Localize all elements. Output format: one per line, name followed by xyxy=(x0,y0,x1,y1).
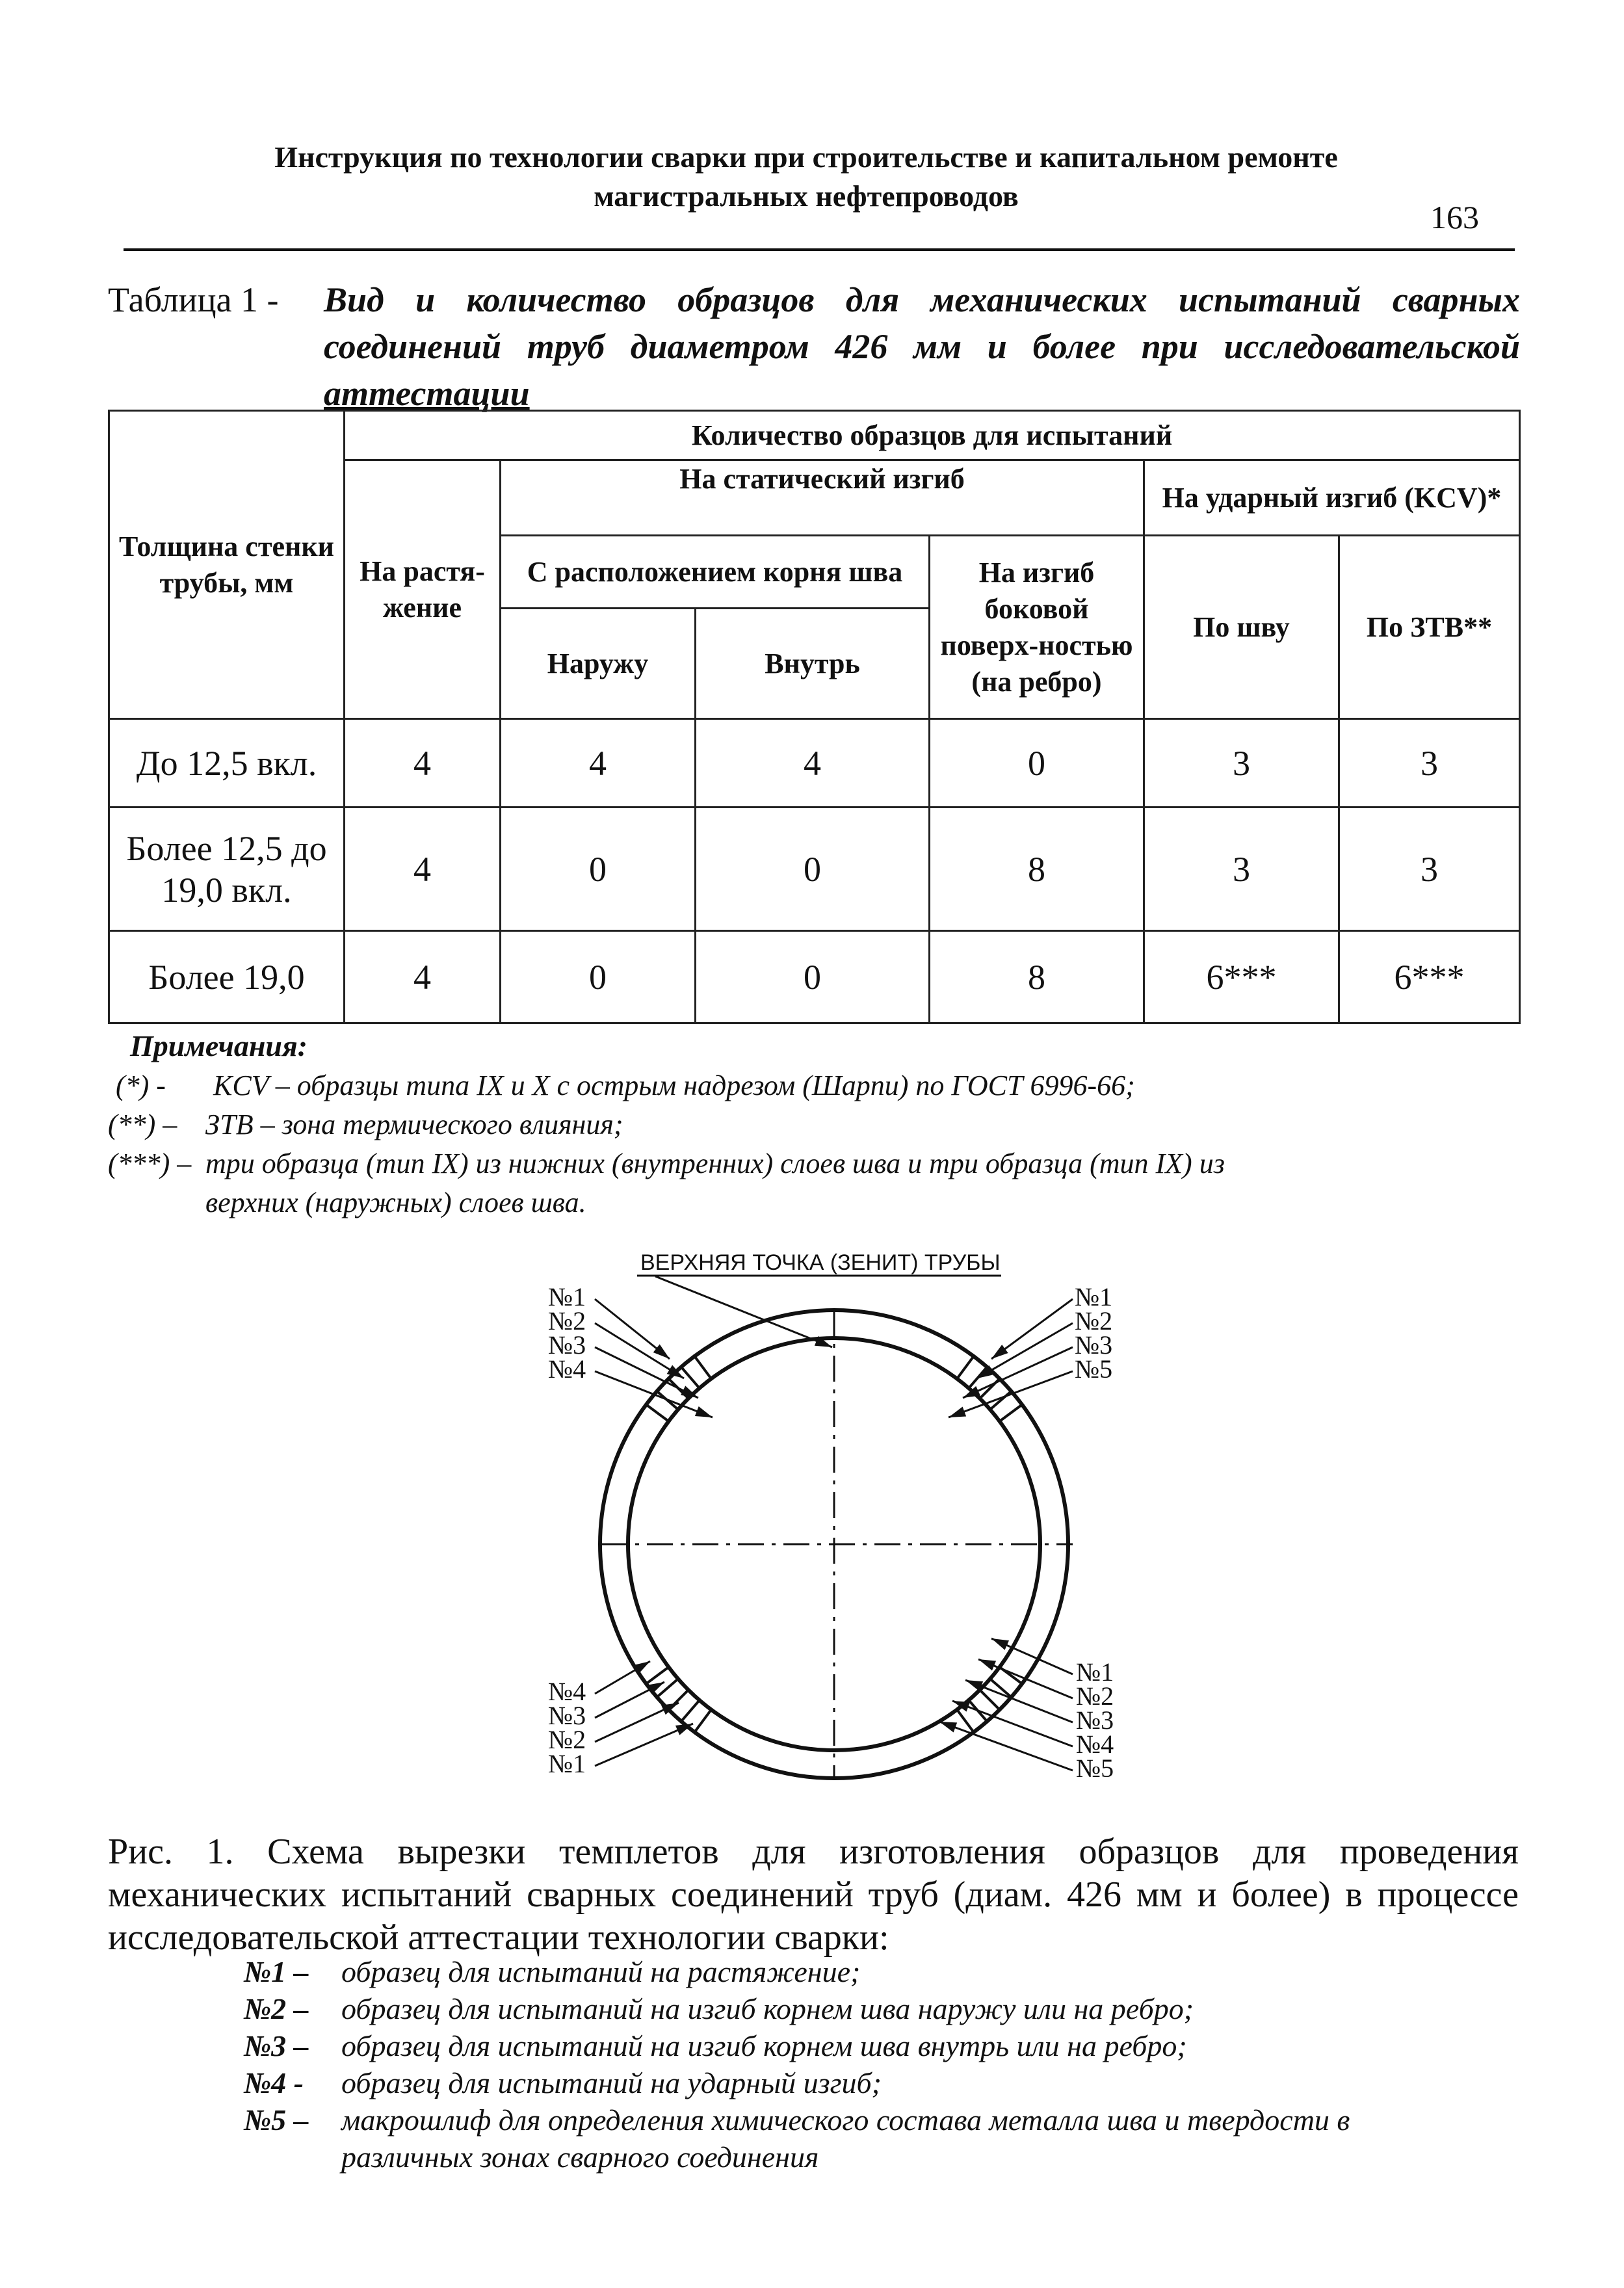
arrow-head xyxy=(991,1638,1009,1650)
header-root-group: С расположением корня шва xyxy=(501,536,930,609)
legend-key: №4 - xyxy=(244,2066,304,2099)
table-caption-lead: Таблица 1 - xyxy=(108,280,279,319)
cell-side: 8 xyxy=(930,931,1144,1023)
table-caption-line-3: аттестации xyxy=(324,374,530,413)
cell-thickness: Более 12,5 до 19,0 вкл. xyxy=(109,808,345,931)
figure-caption: Рис. 1. Схема вырезки темплетов для изготовления образцов для проведения механических испытаний сварных соединений труб (диам. 426 мм и более) в процессе исследовательской аттестации технологии сварки: xyxy=(108,1832,1519,1958)
arrow-head xyxy=(978,1659,996,1670)
cell-in: 0 xyxy=(696,808,930,931)
zenith-label: ВЕРХНЯЯ ТОЧКА (ЗЕНИТ) ТРУБЫ xyxy=(640,1250,1001,1275)
cell-out: 0 xyxy=(501,931,696,1023)
legend-text: образец для испытаний на растяжение; xyxy=(341,1955,861,1988)
header-haz: По ЗТВ** xyxy=(1339,536,1520,719)
specimen-label: №4 xyxy=(1076,1729,1114,1759)
cell-tension: 4 xyxy=(345,931,501,1023)
legend-text: образец для испытаний на ударный изгиб; xyxy=(341,2066,882,2099)
header-seam: По шву xyxy=(1144,536,1339,719)
arrow-head xyxy=(633,1661,650,1674)
specimen-separator xyxy=(646,1667,669,1684)
legend-key: №3 – xyxy=(244,2029,309,2062)
note-text: ЗТВ – зона термического влияния; xyxy=(205,1109,623,1140)
legend-item xyxy=(244,2102,1350,2138)
legend-continuation: различных зонах сварного соединения xyxy=(341,2140,819,2174)
cell-in: 4 xyxy=(696,719,930,808)
cell-thickness: До 12,5 вкл. xyxy=(109,719,345,808)
cell-tension: 4 xyxy=(345,719,501,808)
cell-side: 8 xyxy=(930,808,1144,931)
legend-text: образец для испытаний на изгиб корнем шва внутрь или на ребро; xyxy=(341,2029,1187,2062)
specimen-label: №2 xyxy=(1076,1681,1114,1711)
specimen-separator xyxy=(646,1404,669,1421)
specimen-label: №1 xyxy=(1076,1657,1114,1687)
cell-side: 0 xyxy=(930,719,1144,808)
specimen-label: №5 xyxy=(1076,1754,1114,1783)
legend-item xyxy=(244,1954,860,1990)
specimen-label: №1 xyxy=(1075,1282,1113,1311)
header-outward: Наружу xyxy=(501,609,696,719)
arrow-head xyxy=(949,1406,966,1417)
note-key: (**) – xyxy=(108,1109,177,1140)
header-thickness: Толщина стенки трубы, мм xyxy=(109,411,345,719)
table-caption-line-2: соединений труб диаметром 426 мм и более при исследовательской xyxy=(324,327,1520,366)
page-number: 163 xyxy=(1430,199,1479,235)
leader-arrow xyxy=(939,1722,1073,1770)
cell-seam: 3 xyxy=(1144,719,1339,808)
legend-item xyxy=(244,1991,1194,2027)
specimen-label: №2 xyxy=(1075,1306,1113,1335)
header-impact-group: На ударный изгиб (KCV)* xyxy=(1144,460,1520,536)
legend-item xyxy=(244,2028,1187,2064)
specimen-separator xyxy=(694,1709,711,1732)
note-text: KCV – образцы типа IX и X с острым надрезом (Шарпи) по ГОСТ 6996-66; xyxy=(213,1070,1135,1101)
cell-tension: 4 xyxy=(345,808,501,931)
header-static-group: На статический изгиб xyxy=(501,460,1144,536)
note-key: (*) - xyxy=(116,1070,166,1101)
specimen-label: №5 xyxy=(1075,1354,1113,1384)
header-count-group: Количество образцов для испытаний xyxy=(345,411,1520,460)
legend-item xyxy=(244,2065,882,2101)
legend-text: образец для испытаний на изгиб корнем шва наружу или на ребро; xyxy=(341,1992,1194,2025)
cell-seam: 6*** xyxy=(1144,931,1339,1023)
specimen-label: №3 xyxy=(548,1330,586,1360)
specimen-label: №4 xyxy=(548,1354,586,1384)
note-text: три образца (тип IX) из нижних (внутренних) слоев шва и три образца (тип IX) из xyxy=(205,1148,1225,1179)
specimen-label: №3 xyxy=(1076,1705,1114,1735)
table-caption-line-1: Вид и количество образцов для механических испытаний сварных xyxy=(324,280,1520,319)
specimen-label: №2 xyxy=(548,1306,586,1335)
notes-title: Примечания: xyxy=(130,1029,308,1062)
note-continuation: верхних (наружных) слоев шва. xyxy=(205,1187,586,1218)
header-tension: На растя-жение xyxy=(345,460,501,719)
arrow-head xyxy=(991,1345,1008,1359)
cell-out: 0 xyxy=(501,808,696,931)
specimen-label: №1 xyxy=(548,1749,586,1778)
leader-arrow xyxy=(952,1701,1073,1746)
legend-key: №5 – xyxy=(244,2103,309,2137)
specimen-separator xyxy=(657,1679,678,1697)
legend-text: макрошлиф для определения химического состава металла шва и твердости в xyxy=(341,2103,1350,2137)
legend-key: №2 – xyxy=(244,1992,309,2025)
specimen-label: №1 xyxy=(548,1282,586,1311)
specimen-separator xyxy=(999,1404,1022,1421)
header-line-2: магистральных нефтепроводов xyxy=(594,179,1019,213)
specimen-separator xyxy=(694,1356,711,1379)
specimen-label: №4 xyxy=(548,1677,586,1706)
cell-haz: 3 xyxy=(1339,808,1520,931)
header-inward: Внутрь xyxy=(696,609,930,719)
specimen-separator xyxy=(681,1700,700,1722)
specimen-separator xyxy=(957,1356,974,1379)
cell-thickness: Более 19,0 xyxy=(109,931,345,1023)
legend-key: №1 – xyxy=(244,1955,309,1988)
arrow-head xyxy=(695,1406,713,1417)
cell-haz: 3 xyxy=(1339,719,1520,808)
specimen-label: №2 xyxy=(548,1725,586,1754)
header-line-1: Инструкция по технологии сварки при строительстве и капитальном ремонте xyxy=(274,140,1338,174)
note-key: (***) – xyxy=(108,1148,192,1179)
arrow-head xyxy=(939,1722,957,1732)
cell-out: 4 xyxy=(501,719,696,808)
specimen-label: №3 xyxy=(548,1701,586,1730)
cell-seam: 3 xyxy=(1144,808,1339,931)
cell-in: 0 xyxy=(696,931,930,1023)
specimen-label: №3 xyxy=(1075,1330,1113,1360)
header-side-bend: На изгиб боковой поверх-ностью (на ребро) xyxy=(930,536,1144,719)
cell-haz: 6*** xyxy=(1339,931,1520,1023)
